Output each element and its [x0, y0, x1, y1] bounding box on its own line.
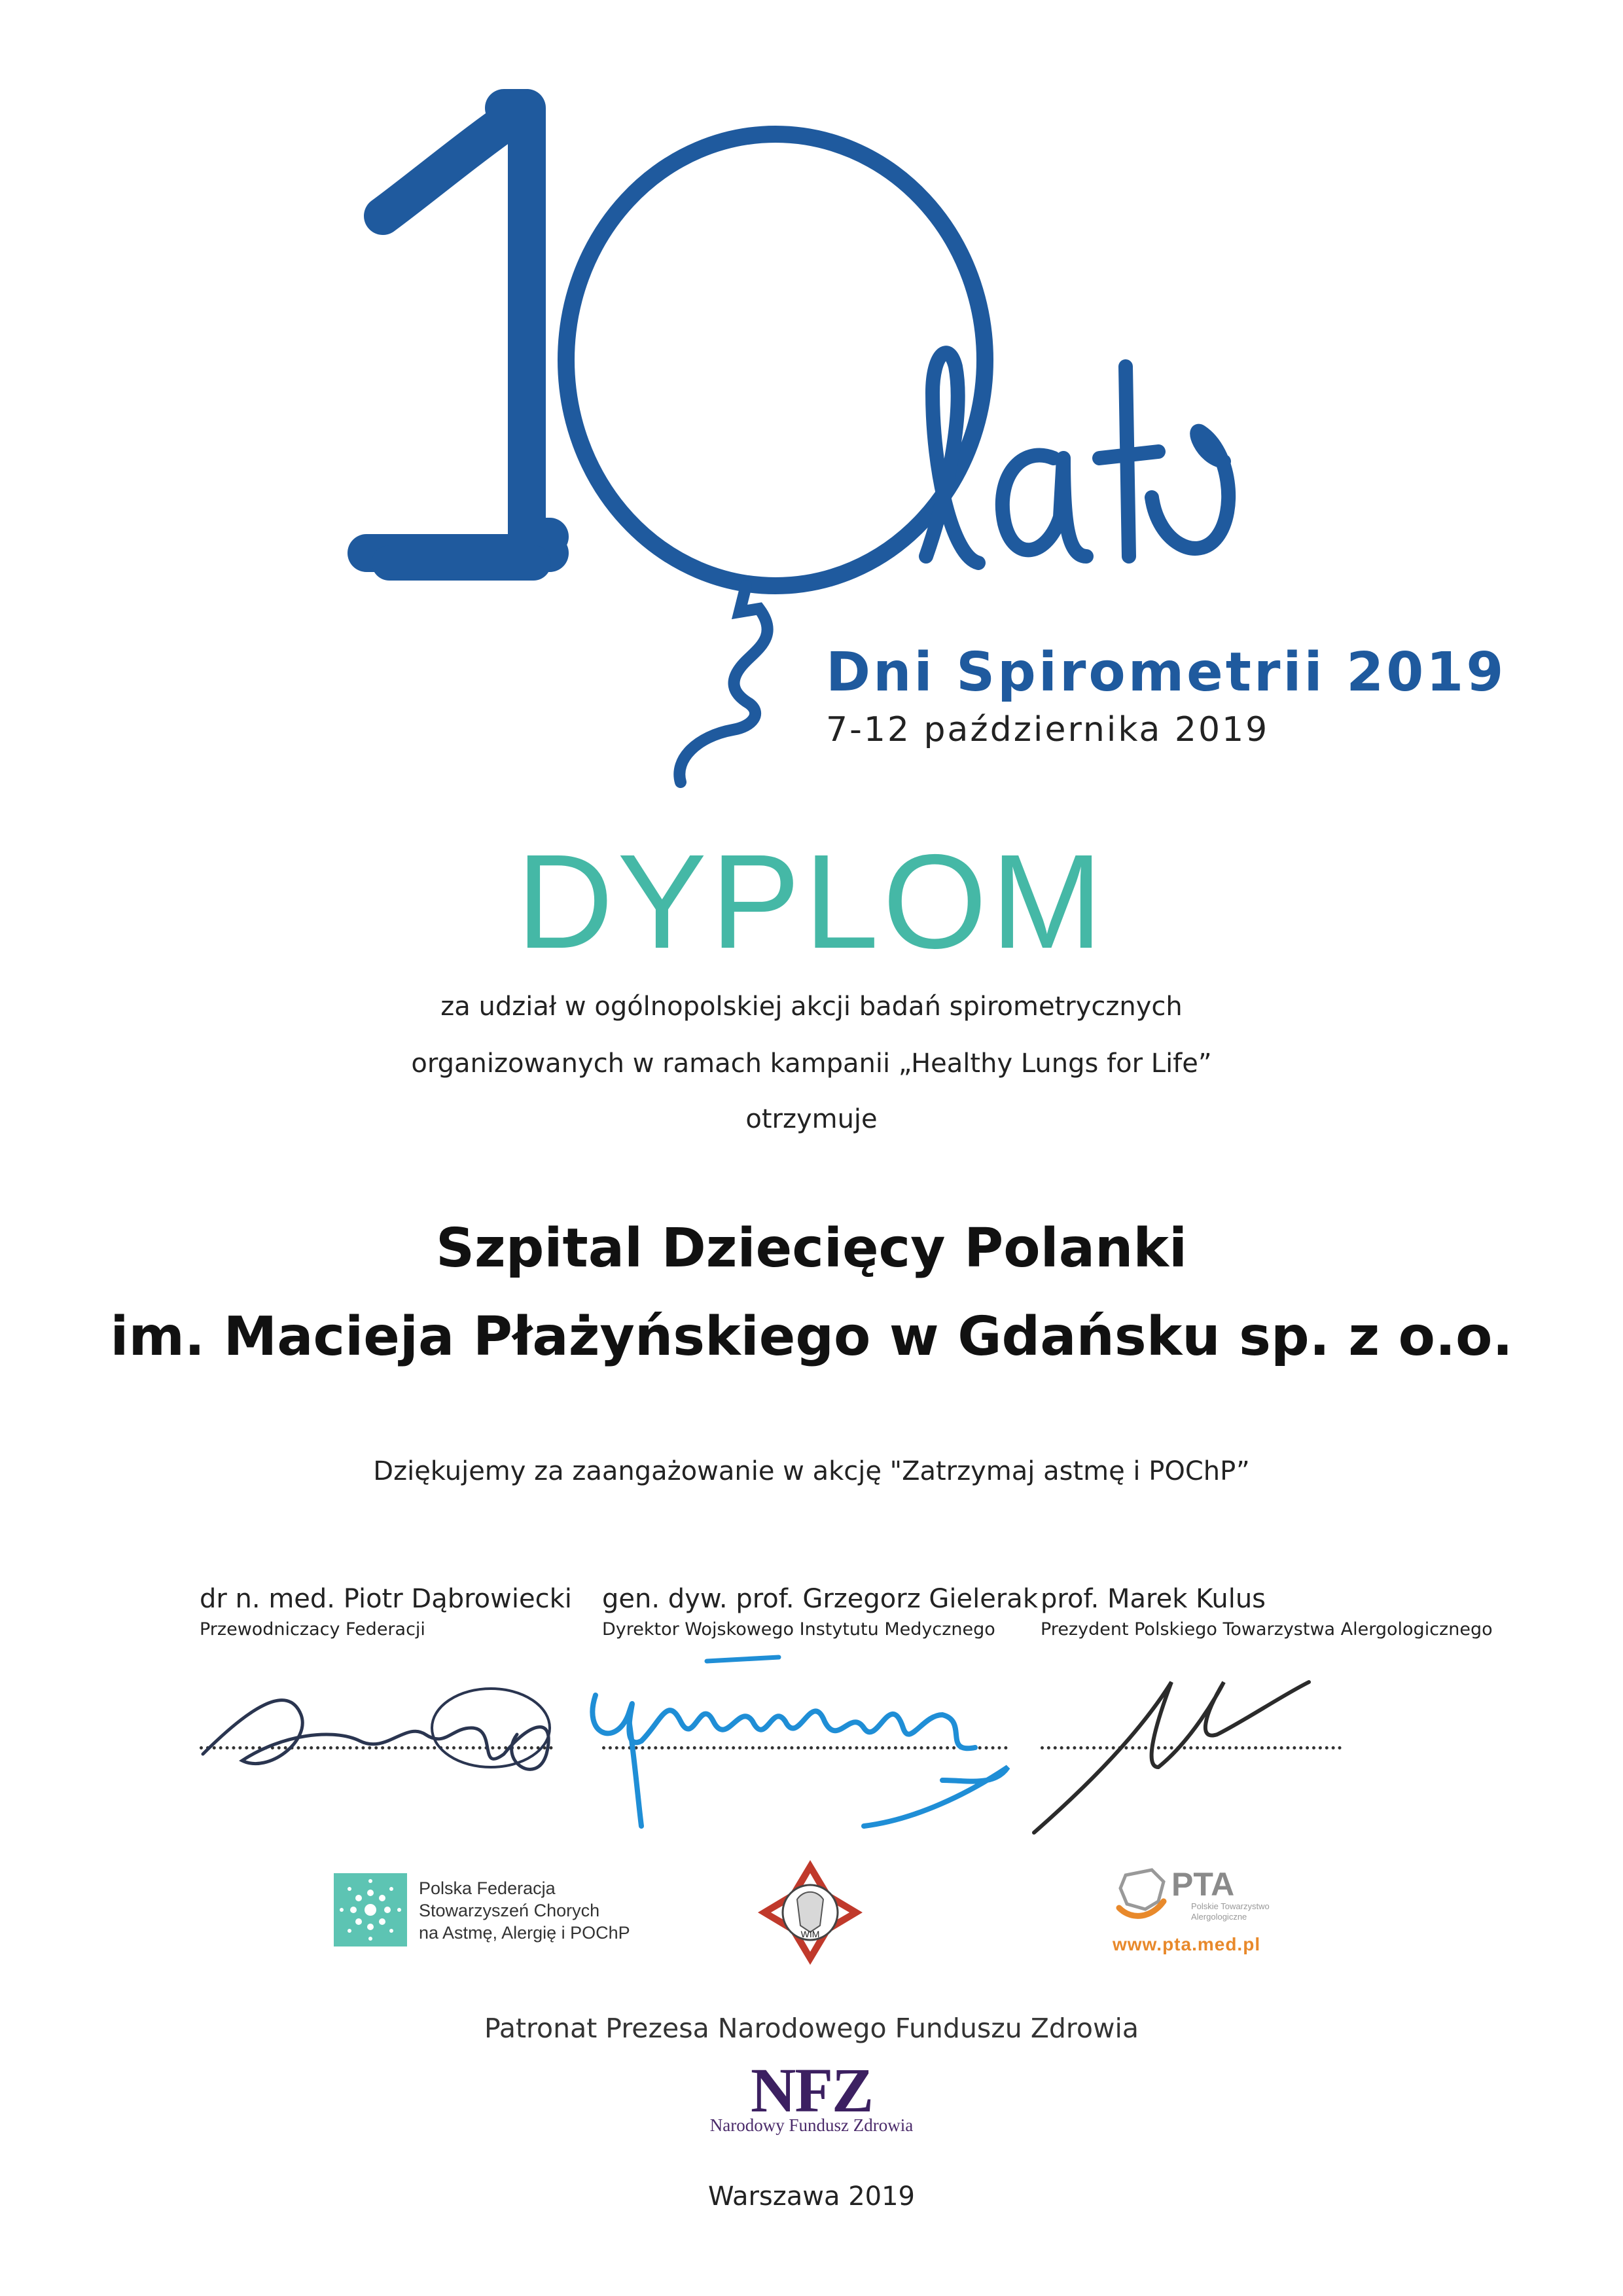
balloon-string-mark	[679, 586, 767, 782]
nfz-name: Narodowy Fundusz Zdrowia	[709, 2115, 914, 2135]
pta-subtitle	[1191, 1901, 1270, 1922]
anniversary-word: lat	[851, 444, 853, 446]
balloon-zero-mark	[566, 134, 985, 586]
recipient-line-1: Szpital Dziecięcy Polanki	[435, 1217, 1188, 1280]
signatory-1	[200, 1584, 572, 1640]
numeral-one-mark	[366, 108, 550, 553]
recipient-line-2: im. Macieja Płażyńskiego w Gdańsku sp. z o.o.	[110, 1306, 1513, 1368]
nfz-logo: NFZ	[751, 2055, 872, 2125]
event-dates: 7-12 października 2019	[826, 710, 1270, 749]
wim-label: WIM	[800, 1929, 820, 1939]
signatory-role: Prezydent Polskiego Towarzystwa Alergologicznego	[1041, 1619, 1493, 1640]
signature-1-mark	[190, 1656, 569, 1787]
signatory-name: gen. dyw. prof. Grzegorz Gielerak	[602, 1584, 1038, 1614]
intro-line-3: otrzymuje	[745, 1104, 878, 1134]
pta-sub-line-2: Alergologiczne	[1191, 1912, 1247, 1922]
wim-emblem-icon	[751, 1854, 869, 1971]
place-and-year: Warszawa 2019	[707, 2181, 916, 2212]
federation-logo-text	[419, 1877, 630, 1944]
signatory-name: prof. Marek Kulus	[1041, 1584, 1266, 1614]
pta-map-icon	[1113, 1862, 1171, 1921]
federation-logo-icon	[334, 1873, 407, 1946]
signatory-name: dr n. med. Piotr Dąbrowiecki	[200, 1584, 572, 1614]
signatory-2	[602, 1584, 1038, 1640]
diploma-title: DYPLOM	[516, 827, 1107, 977]
intro-line-2: organizowanych w ramach kampanii „Healthy Lungs for Life”	[411, 1049, 1212, 1079]
patronage-text: Patronat Prezesa Narodowego Funduszu Zdrowia	[484, 2013, 1139, 2044]
signature-2-mark	[576, 1649, 1021, 1846]
signature-3-mark	[1021, 1656, 1322, 1852]
anniversary-number: 1	[0, 0, 1, 1]
thanks-text: Dziękujemy za zaangażowanie w akcję "Zatrzymaj astmę i POChP”	[373, 1456, 1250, 1486]
pta-label: PTA	[1171, 1866, 1235, 1903]
signatory-role: Dyrektor Wojskowego Instytutu Medycznego	[602, 1619, 995, 1640]
signatory-3	[1041, 1584, 1493, 1640]
federation-line-2: Stowarzyszeń Chorych	[419, 1901, 600, 1920]
event-title: Dni Spirometrii 2019	[826, 641, 1507, 704]
signatory-role: Przewodniczacy Federacji	[200, 1619, 425, 1640]
intro-line-1: za udział w ogólnopolskiej akcji badań spirometrycznych	[440, 992, 1183, 1022]
federation-line-3: na Astmę, Alergię i POChP	[419, 1923, 630, 1943]
pta-sub-line-1: Polskie Towarzystwo	[1191, 1901, 1270, 1911]
federation-line-1: Polska Federacja	[419, 1878, 556, 1898]
pta-url: www.pta.med.pl	[1113, 1934, 1261, 1954]
